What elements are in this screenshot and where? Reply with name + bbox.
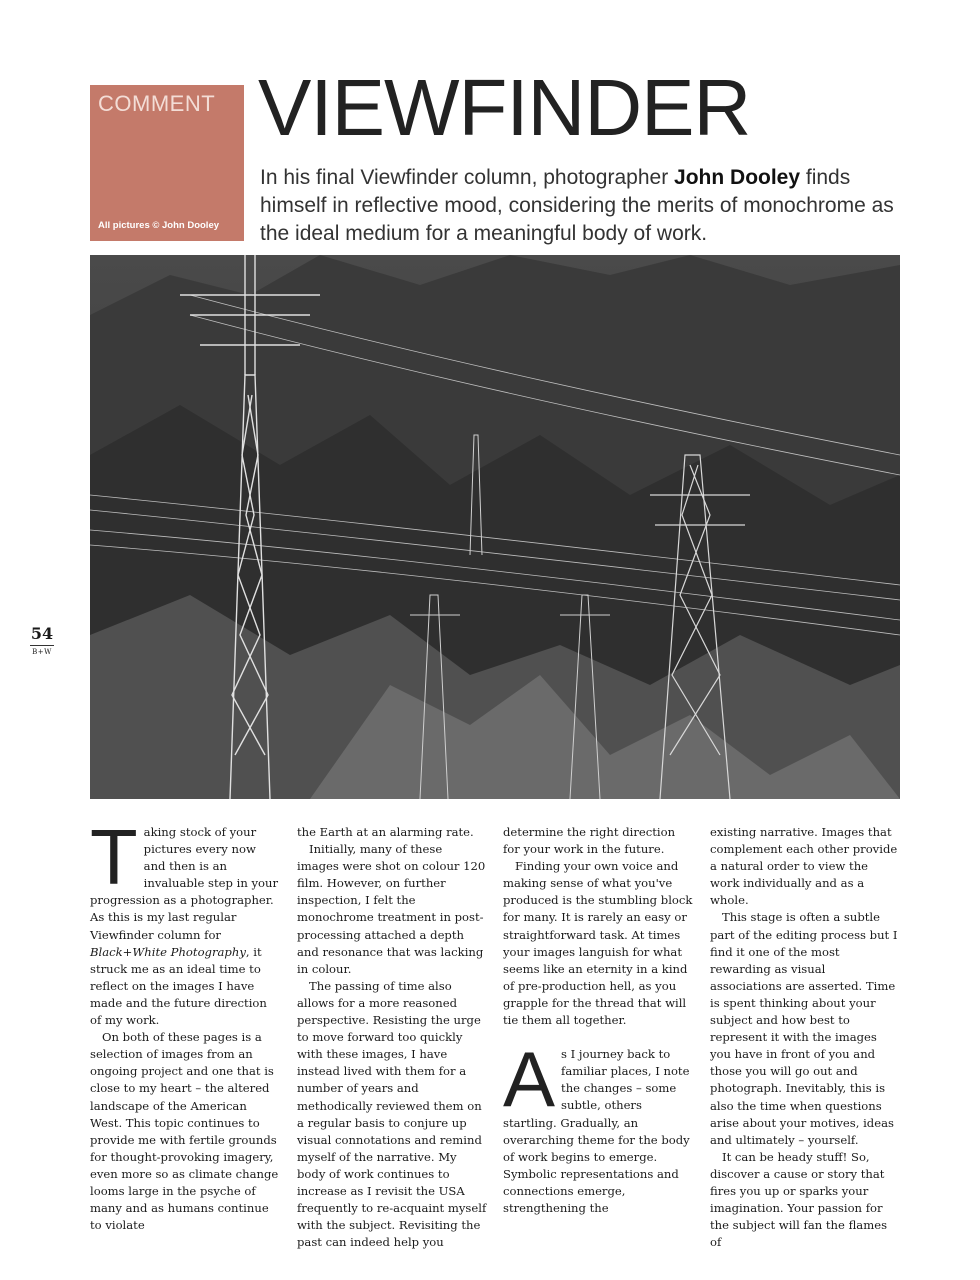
feature-photo bbox=[90, 255, 900, 799]
dropcap: A bbox=[503, 1035, 556, 1124]
dropcap: T bbox=[90, 813, 138, 901]
paragraph: the Earth at an alarming rate. bbox=[297, 825, 474, 839]
section-label-box bbox=[90, 85, 244, 241]
body-column-4 bbox=[710, 824, 900, 1251]
photo-credit: All pictures © John Dooley bbox=[98, 220, 220, 231]
paragraph: This stage is often a subtle part of the editing process but I find it one of the most rewarding as visual associations are asserted. Time is spent thinking about your subject and how best to represent it with the images you have in front of you and those you will go out and photograph. Inevitably, this is also the time when questions arise about your motives, ideas and ultimately – yourself. bbox=[710, 910, 898, 1147]
paragraph: existing narrative. Images that complement each other provide a natural order to view the work individually and as a whole. bbox=[710, 825, 898, 908]
body-column-2 bbox=[297, 824, 487, 1251]
folio bbox=[30, 625, 54, 656]
body-column-1: Taking stock of your pictures every now and then is an invaluable step in your progression as a photographer. As this is my last regular Viewfinder column for Black+White Photography, it struck me as an ideal time to reflect on the images I have made and the future direction of my work. On both of these pages is a selection of images from an ongoing project and one that is close to my heart – the altered landscape of the American West. This topic continues to provide me with fertile grounds for thought-provoking imagery, even more so as climate change looms large in the psyche of many and as humans continue to violate bbox=[90, 824, 280, 1234]
publication-mark: B+W bbox=[30, 645, 54, 656]
paragraph: The passing of time also allows for a more reasoned perspective. Resisting the urge to move forward too quickly with these images, I have instead lived with them for a number of years and methodically reviewed them on a regular basis to conjure up visual connotations and remind myself of the narrative. My body of work continues to increase as I revisit the USA frequently to re-acquaint myself with the subject. Revisiting the past can indeed help you bbox=[297, 978, 487, 1250]
article-title: VIEWFINDER bbox=[258, 63, 751, 152]
magazine-title: Black+White Photography bbox=[90, 944, 246, 959]
body-column-3: determine the right direction for your work in the future. Finding your own voice and making sense of what you've produced is the stumbling block for many. It is rarely an easy or straightforward task. At times your images languish for what seems like an eternity in a kind of pre-production hell, as you grapple for the thread that will tie them all together. As I journey back to familiar places, I note the changes – some subtle, others startling. Gradually, an overarching theme for the body of work begins to emerge. Symbolic representations and connections emerge, strengthening the bbox=[503, 825, 693, 1215]
paragraph: It can be heady stuff! So, discover a cause or story that fires you up or sparks your imagination. Your passion for the subject will fan the flames of bbox=[710, 1149, 888, 1250]
section-label: COMMENT bbox=[98, 91, 216, 116]
standfirst: In his final Viewfinder column, photographer John Dooley finds himself in reflective mood, considering the merits of monochrome as the ideal medium for a meaningful body of work. bbox=[260, 166, 894, 245]
power-pylons-photo-icon bbox=[90, 255, 900, 799]
author-name: John Dooley bbox=[674, 166, 801, 189]
paragraph: On both of these pages is a selection of images from an ongoing project and one that is close to my heart – the altered landscape of the American West. This topic continues to provide me with fertile grounds for thought-provoking imagery, even more so as climate change looms large in the psyche of many and as humans continue to violate bbox=[90, 1030, 279, 1233]
paragraph: Initially, many of these images were shot on colour 120 film. However, on further inspection, I felt the monochrome treatment in post-processing attached a depth and resonance that was lacking in colour. bbox=[297, 842, 486, 976]
paragraph: Finding your own voice and making sense of what you've produced is the stumbling block for many. It is rarely an easy or straightforward task. At times your images languish for what seems like an eternity in a kind of pre-production hell, as you grapple for the thread that will tie them all together. bbox=[503, 859, 693, 1028]
page-number: 54 bbox=[30, 624, 54, 643]
paragraph: determine the right direction for your work in the future. bbox=[503, 825, 676, 857]
